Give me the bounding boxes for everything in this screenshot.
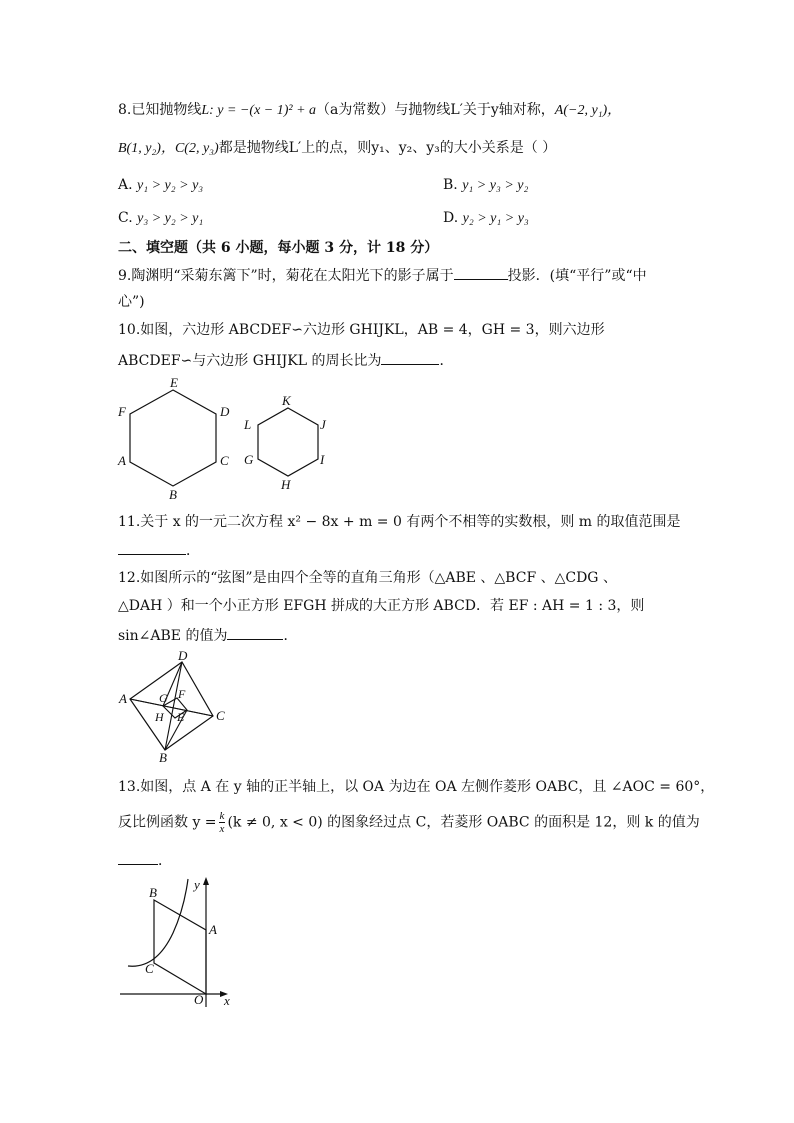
q13-answer-blank[interactable]: [118, 850, 158, 865]
q8-option-d[interactable]: D. y₂ > y₁ > y₃: [443, 210, 529, 226]
hexagon-ghijkl: [258, 408, 318, 476]
q8-option-b[interactable]: B. y₁ > y₃ > y₂: [443, 177, 529, 193]
q13-fraction: $\frac{k}{x}$: [219, 810, 225, 835]
q8-line1: [118, 100, 621, 121]
label-j: J: [320, 417, 326, 432]
label-f: F: [178, 687, 186, 701]
label-g: G: [244, 452, 254, 467]
label-c: C: [220, 453, 229, 468]
label-c: C: [145, 961, 154, 976]
q10-line1: 10.如图，六边形 ABCDEF∽六边形 GHIJKL，AB = 4，GH = 3，则六边形: [118, 322, 605, 338]
label-a: A: [119, 691, 127, 706]
label-c: C: [216, 708, 225, 723]
chord-diagram: [115, 650, 240, 765]
q8-option-c[interactable]: C. y₃ > y₂ > y₁: [118, 210, 204, 226]
q9-line1: 9.陶渊明“采菊东篱下”时，菊花在太阳光下的影子属于 投影．(填“平行”或“中: [118, 265, 647, 286]
label-b: B: [169, 487, 177, 502]
q8-equation: L: y = −(x − 1)² + a: [201, 103, 317, 118]
label-b: B: [159, 750, 167, 765]
label-b: B: [149, 885, 157, 900]
q8-point-c: C(2, y₃): [174, 141, 219, 156]
q8-option-a[interactable]: A. y₁ > y₂ > y₃: [118, 177, 204, 193]
q12-answer-blank[interactable]: [227, 625, 283, 640]
q8-point-a: A(−2, y₁)，: [554, 103, 622, 118]
q10-line2: ABCDEF∽与六边形 GHIJKL 的周长比为 ．: [118, 350, 453, 371]
label-x: x: [224, 993, 230, 1008]
section-heading: 二、填空题（共 6 小题，每小题 3 分，计 18 分）: [118, 240, 439, 256]
segment-bg: [165, 662, 182, 750]
label-o: O: [194, 992, 204, 1007]
q13-line1: 13.如图，点 A 在 y 轴的正半轴上，以 OA 为边在 OA 左侧作菱形 OABC，且 ∠AOC = 60°，: [118, 779, 715, 795]
hexagon-figure: [110, 375, 350, 503]
square-abcd: [130, 662, 213, 750]
q8-stem-suffix: 都是抛物线L′上的点，则y₁、y₂、y₃的大小关系是（ ）: [218, 140, 557, 156]
q12-line3: sin∠ABE 的值为 ．: [118, 625, 297, 646]
q11-answer-blank[interactable]: [118, 540, 186, 555]
label-h: H: [281, 477, 291, 492]
q11-line1: 11.关于 x 的一元二次方程 x² − 8x + m = 0 有两个不相等的实数根，则 m 的取值范围是: [118, 514, 681, 530]
rhombus-figure: [118, 875, 248, 1010]
q8-stem-prefix: 8.已知抛物线: [118, 102, 202, 118]
q8-line2: [118, 138, 556, 159]
label-y: y: [194, 877, 200, 892]
label-d: D: [220, 404, 230, 419]
label-g: G: [159, 691, 168, 705]
q9-answer-blank[interactable]: [454, 265, 508, 280]
q12-line2: △DAH ）和一个小正方形 EFGH 拼成的大正方形 ABCD．若 EF : AH = 1 : 3，则: [118, 598, 645, 614]
q13-line2: 反比例函数 y = $\frac{k}{x}$ (k ≠ 0, x < 0) 的图象经过点 C，若菱形 OABC 的面积是 12，则 k 的值为: [118, 810, 700, 835]
hexagon-abcdef: [130, 390, 216, 486]
label-e: E: [177, 710, 185, 724]
q12-line1: 12.如图所示的“弦图”是由四个全等的直角三角形（△ABE 、△BCF 、△CDG 、: [118, 570, 617, 586]
q8-point-b: B(1, y₂)，: [118, 141, 175, 156]
label-h: H: [155, 710, 164, 724]
label-a: A: [118, 453, 126, 468]
label-i: I: [320, 452, 325, 467]
label-l: L: [244, 417, 252, 432]
label-f: F: [118, 404, 126, 419]
q10-answer-blank[interactable]: [381, 350, 439, 365]
hyperbola-curve: [128, 879, 188, 966]
y-axis-arrow: [203, 877, 209, 885]
label-e: E: [170, 375, 178, 390]
label-a: A: [209, 922, 217, 937]
q11-line2: ．: [118, 540, 200, 561]
label-k: K: [282, 393, 291, 408]
q9-line2: 心”): [118, 294, 145, 310]
label-d: D: [178, 648, 188, 663]
q13-line3: ．: [118, 850, 172, 871]
q8-param-note: （a为常数）与抛物线L′关于y轴对称，: [316, 102, 555, 118]
